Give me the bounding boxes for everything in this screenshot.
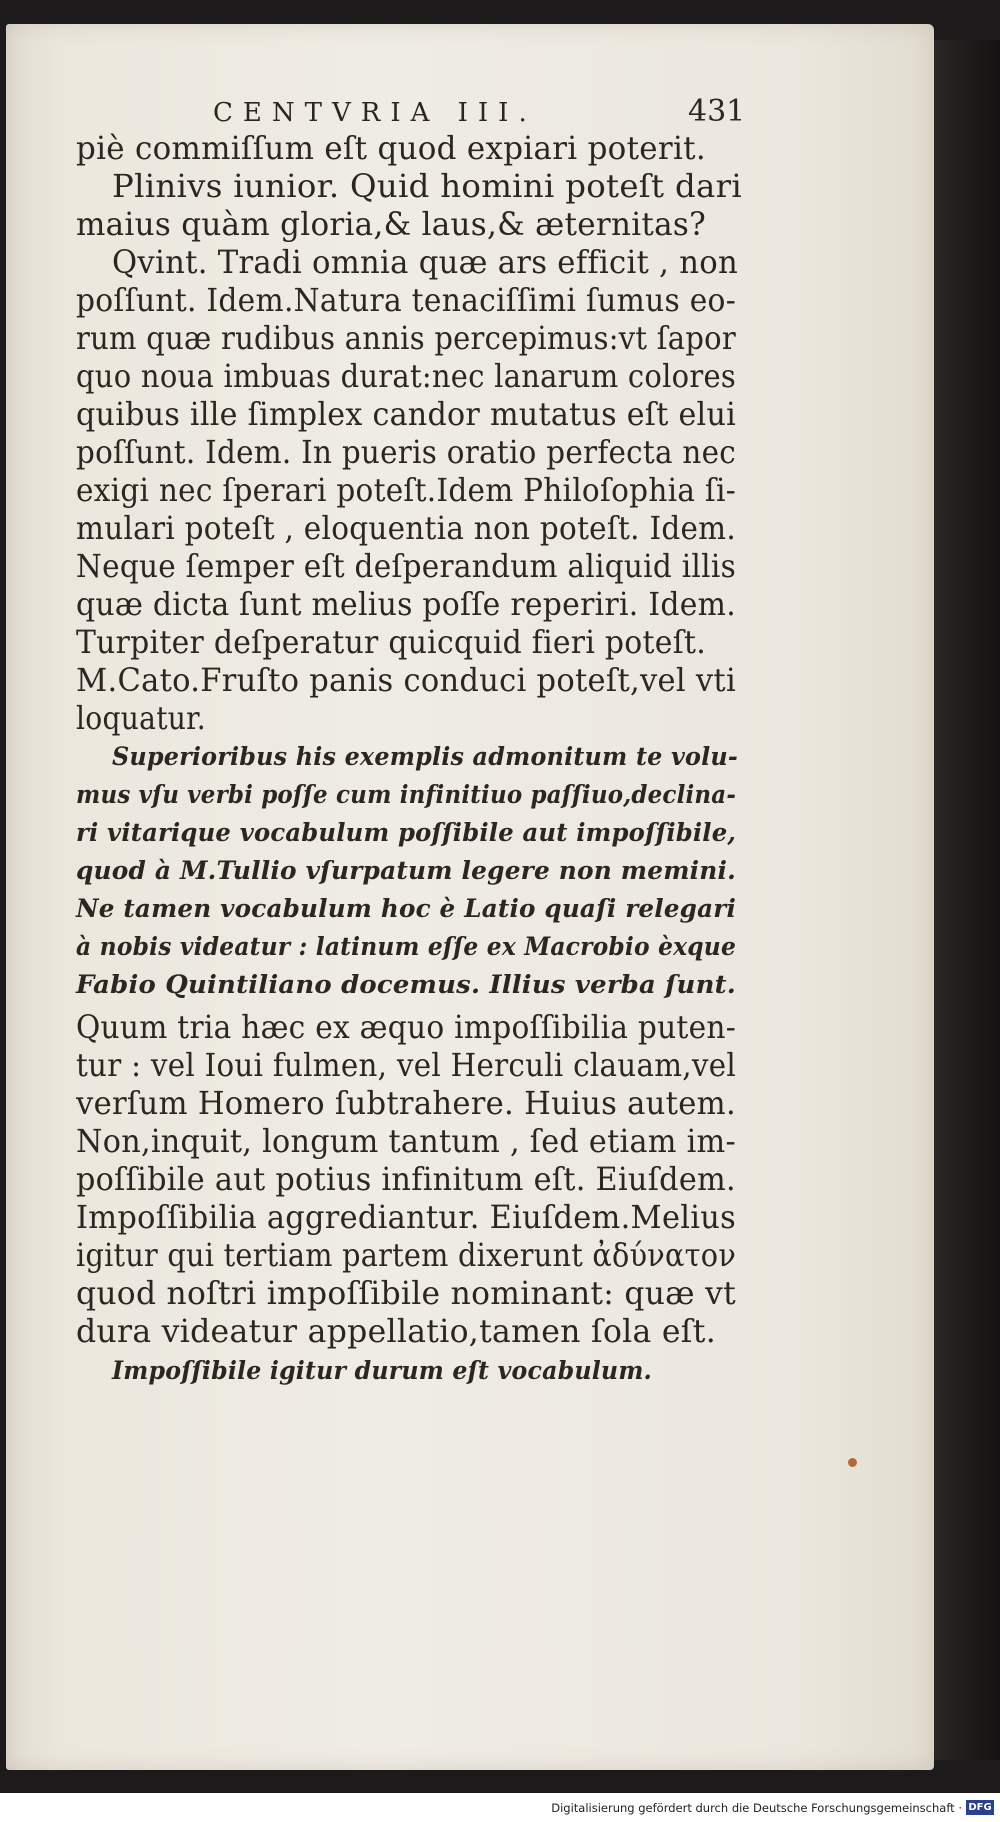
text-line: M.Cato.Fruſto panis conduci poteſt,vel vti	[76, 661, 736, 699]
italic-text-line: quod à M.Tullio vſurpatum legere non memini.	[76, 856, 737, 885]
text-line: quæ dicta ſunt melius poſſe reperiri. Idem.	[76, 585, 737, 623]
italic-text-line: ri vitarique vocabulum poſſibile aut impoſſibile,	[76, 818, 737, 847]
text-line: poſſunt. Idem. In pueris oratio perfecta nec	[76, 433, 736, 471]
italic-text-line: à nobis videatur : latinum eſſe ex Macrobio èxque	[76, 932, 737, 961]
running-header: CENTVRIA III.	[213, 98, 537, 128]
text-line: Impoſſibilia aggrediantur. Eiuſdem.Melius	[76, 1198, 736, 1236]
text-line: quo noua imbuas durat:nec lanarum colores	[76, 357, 736, 395]
text-line: poſſibile aut potius infinitum eſt. Eiuſdem.	[76, 1160, 736, 1198]
italic-text-line: Ne tamen vocabulum hoc è Latio quaſi relegari	[76, 894, 737, 923]
text-line: Plinivs iunior. Quid homini poteſt dari	[112, 167, 742, 205]
text-line: Neque ſemper eſt deſperandum aliquid illis	[76, 547, 736, 585]
text-line: Qvint. Tradi omnia quæ ars efficit , non	[112, 243, 739, 281]
text-line: loquatur.	[76, 699, 207, 737]
text-line: rum quæ rudibus annis percepimus:vt ſapor	[76, 319, 737, 357]
text-line: maius quàm gloria,& laus,& æternitas?	[76, 205, 707, 243]
text-line: piè commiſſum eſt quod expiari poterit.	[76, 129, 706, 167]
dfg-logo-icon: DFG	[966, 1800, 994, 1815]
text-line: Quum tria hæc ex æquo impoſſibilia puten-	[76, 1008, 737, 1046]
text-line: Non,inquit, longum tantum , ſed etiam im-	[76, 1122, 736, 1160]
text-line: tur : vel Ioui fulmen, vel Herculi clauam,vel	[76, 1046, 737, 1084]
italic-text-line: Superioribus his exemplis admonitum te volu-	[112, 742, 738, 771]
page-edge-shadow	[934, 40, 1000, 1760]
italic-text-line: Fabio Quintiliano docemus. Illius verba ſunt.	[76, 970, 736, 999]
text-line: mulari poteſt , eloquentia non poteſt. Idem.	[76, 509, 737, 547]
page-number: 431	[688, 94, 746, 129]
text-line: igitur qui tertiam partem dixerunt ἀδύνατον	[76, 1236, 737, 1274]
text-line: verſum Homero ſubtrahere. Huius autem.	[76, 1084, 736, 1122]
italic-text-line: mus vſu verbi poſſe cum infinitiuo paſſiuo,declina-	[76, 780, 737, 809]
text-line: quod noſtri impoſſibile nominant: quæ vt	[76, 1274, 737, 1312]
text-line: poſſunt. Idem.Natura tenaciſſimi ſumus eo-	[76, 281, 737, 319]
text-line: dura videatur appellatio,tamen ſola eſt.	[76, 1312, 716, 1350]
text-line: quibus ille ſimplex candor mutatus eſt elui	[76, 395, 737, 433]
text-line: exigi nec ſperari poteſt.Idem Philoſophia ſi-	[76, 471, 736, 509]
text-line: Turpiter deſperatur quicquid fieri poteſt.	[76, 623, 707, 661]
italic-text-line: Impoſſibile igitur durum eſt vocabulum.	[112, 1356, 652, 1385]
footer-bar	[0, 1793, 1000, 1822]
footer-credit: Digitalisierung gefördert durch die Deutsche Forschungsgemeinschaft ·	[551, 1801, 962, 1815]
paper-speck	[848, 1458, 857, 1467]
